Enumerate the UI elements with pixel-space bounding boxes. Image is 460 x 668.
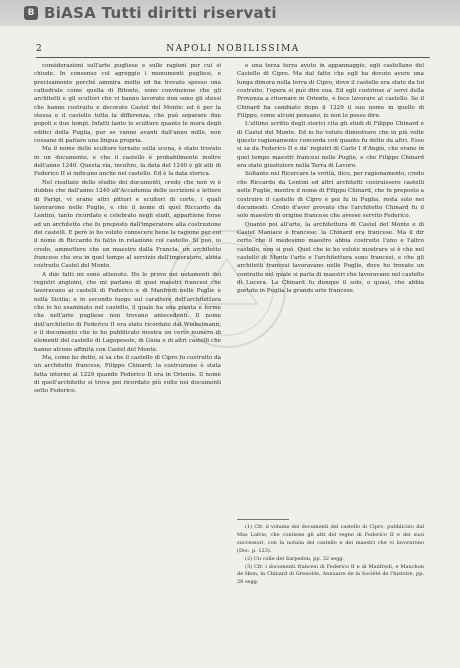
- watermark-banner: [0, 0, 460, 26]
- journal-title: NAPOLI NOBILISSIMA: [166, 44, 300, 54]
- biasa-logo-icon: B: [24, 6, 38, 20]
- page-number: 2: [36, 44, 44, 54]
- running-header: [36, 44, 430, 58]
- paragraph: Soltanto nel Ricercare la verità, dico, per ragionamento, credo che Riccardo da Lentini ed altri architetti costruissero castelli nelle Puglie, mentre il nome di Filippo Chinard, che fu preposto a costruire il castello di Cipro e poi fu in Puglia, resta solo nei documenti. Credo d'aver provato che l'architetto Chinard fu il solo maestro di origine francese che avesse servito Federico.: [237, 171, 424, 220]
- paragraph: considerazioni sull'arte pugliese e sulle ragioni per cui si chiude. In consenso col agreggio i monumenti pugliesi, e precisamente perché ammira molto ed ha trovato spesso una cattedrale come quella di Bitonto, sono convinzione che gli architetti e gli scultori che vi hanno lavorato non sono gli stessi che hanno costruito e decorato Castel del Monte: ed è per la stessa e il castello tutta la differenza, che può separare due popoli e due tempi. Infatti tanto le sculture quanto le mura degli edifici della Puglia, pur se vanno avanti dall'anno mille, non cessano di parlare una lingua propria.: [34, 63, 221, 145]
- footnote: (2) Un colle del Sarpedon, pp. 32 segg.: [245, 555, 345, 562]
- paragraph: e una terza terra avuto in appannaggio, egli castellano del Castello di Cipro. Ma dal fatto che egli ha dovuto avere una lunga dimora nella terra di Cipro, dove il castello era stato da lui costruito, l'opera si può dire sua. Ed egli costrinse a' servi della Provenza a ritornare in Oriente, e fece lavorare al castello. Se il Chinard ha cambiato dopo il 1229 il suo nome in quello di Filippo, come alcuni pensano, io non lo posso dire.: [237, 63, 424, 120]
- paragraph: Quanto poi all'arte, la architettura di Castel del Monte e di Castel Maniace è francese: la Chinard era francese. Ma il dir certo che il medesimo maestro abbia costruito l'uno e l'altro castello, non si può. Quel che io ho voluto mostrare si è che nel castello di Monte l'arte e l'architettura sono francesi, e che gli architetti francesi lavoravano nelle Puglie, dove ho trovato un contratto nel quale si parla di maestri che lavoravano nel castello di Lucera. La Chinard fu dunque il solo, o quasi, che abbia portato in Puglia la grande arte francese.: [237, 221, 424, 295]
- paragraph: L'ultimo scritto degli storici cita gli studi di Filippo Chinard e di Castel del Monte. Ed io ho voluto dimostrare che in più volte questo ragionamento concorda con quanto fu detto da altri. Esso si sa da Federico II e da' registri di Carlo I d'Angiò, che erano in quel tempo maestri francesi nelle Puglie, e che Filippo Chinard era stato giustiziere nella Terra di Lavoro.: [237, 121, 424, 170]
- footnote: (1) Cfr. il volume dei documenti del castello di Cipro, pubblicato dal Mas Latrie, che contiene gli atti del regno di Federico II e dei suoi successori, con la notizia del castello e dei maestri che vi lavorarono (Doc. p. 123).: [237, 524, 424, 554]
- footnote-separator: [237, 519, 289, 520]
- paragraph: Nel risultato dello studio dei documenti, credo che non vi è dubbio che dall'anno 1240 all'Accademia delle iscrizioni e lettere di Parigi, vi erano altri pittori e scultori di corte, i quali lavorarono nelle Puglie, e che il nome di quel Riccardo da Lentini, tanto ricordato e celebrato negli studi, appartiene forse ad un architetto che fu preposto dall'imperatore alla costruzione dei castelli. E però io ho voluto conoscere bene la ragione per cui il nome di Riccardo fu fatto in relazione col castello. Si può, io credo, ammettere che un maestro dalla Francia, un architetto francese che era in quel tempo al servizio dell'imperatore, abbia costruito Castel del Monte.: [34, 179, 221, 270]
- text-column-right: [237, 62, 424, 296]
- watermark-text: BiASA Tutti diritti riservati: [44, 4, 277, 22]
- paragraph: Ma, come ho detto, si sa che il castello di Cipro fu costruito da un architetto francese, Filippo Chinard; la costruzione è stata fatta intorno al 1229 quando Federico II era in Oriente. Il nome di quell'architetto si trova poi ricordato più volte nei documenti sotto Federico.: [34, 355, 221, 395]
- footnotes: [237, 524, 424, 587]
- header-rule: [36, 57, 430, 58]
- text-column-left: [34, 62, 221, 396]
- paragraph: A due fatti mi sono attenuto. Ho le prove nei notamenti dei registri angioini, che mi parlano di quei maestri francesi che lavoravano ai castelli di Federico e di Manfredi nelle Puglie e nella Sicilia; e in secondo luogo sul carattere dell'architettura che io ho esaminato nel castello, il quale ha una pianta e forme che nell'arte pugliese non trovano antecedenti. Il nome dell'architetto di Federico II era stato ricordato dal Winkelmann; e il documento che io ho pubblicato mostra un certo numero di elementi del castello di Lagopesole, di Gioia e di altri castelli che hanno alcune affinità con Castel del Monte.: [34, 271, 221, 353]
- footnote: (3) Cfr. i documenti francesi di Federico II e di Manfredi, e Manchon de Hem, in Chinard di Grenoble, Annuaire de la Société de l'histoire, pp. 28 segg.: [237, 563, 424, 586]
- paragraph: Ma il nome dello scultore tornato sulla scena, è stato trovato in un documento, e che il castello è probabilmente inoltre dell'anno 1240. Questa via, incoltre, la data del 1240 e gli atti di Federico II si indicano anche nel castello. Ed è la data storica.: [34, 146, 221, 178]
